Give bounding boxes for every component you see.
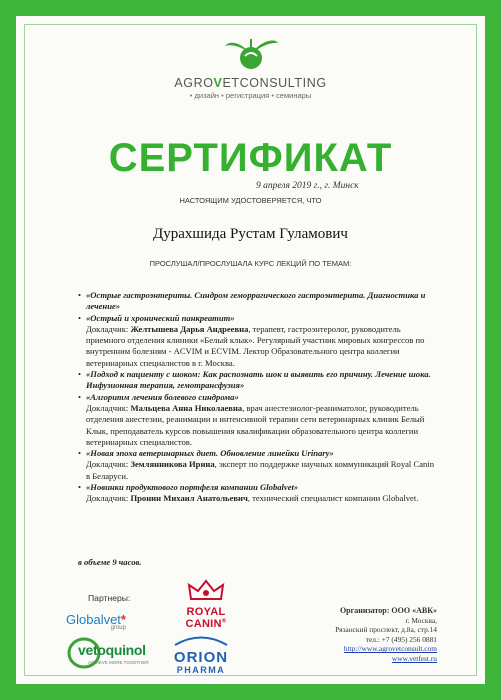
- speaker-prefix: Докладчик:: [86, 493, 131, 504]
- topic-item: • «Алгоритм лечения болевого синдрома» Докладчик: Мальцева Анна Николаевна, врач анестезиолог-реаниматолог, руководитель отделения анестезии, реанимации и интенсивной терапии сети ветеринарных клиник Белый Клык, преподаватель курсов повышения квалификации образовательного центра коллегии ветеринарных специалистов.: [78, 391, 425, 447]
- topic-item: • «Острые гастроэнтериты. Синдром геморрагического гастроэнтерита. Диагностика и лечение»: [78, 290, 426, 312]
- brand-tagline: • дизайн • регистрация • семинары: [189, 91, 312, 100]
- brand-name: [16, 76, 485, 90]
- orion-text: ORION: [173, 649, 229, 666]
- speaker-prefix: Докладчик:: [86, 323, 131, 334]
- pharma-text: PHARMA: [176, 665, 226, 675]
- vetoquinol-subtitle: ACHIEVE MORE TOGETHER: [88, 660, 149, 665]
- orion-arc-icon: [171, 634, 231, 646]
- speaker-details: , технический специалист компании Globalvet.: [247, 493, 419, 504]
- topic-title: «Подход к пациенту с шоком: Как распознать шок и выявить его причину. Лечение шока. Инфузионная терапия, гемотрансфузия»: [86, 369, 431, 391]
- royal-canin-logo: [166, 579, 246, 630]
- topic-item: • «Подход к пациенту с шоком: Как распознать шок и выявить его причину. Лечение шока. Инфузионная терапия, гемотрансфузия»: [78, 369, 431, 391]
- brand-prefix: AGRO: [174, 76, 214, 90]
- tagline-design: дизайн: [194, 91, 220, 100]
- orion-pharma-logo: [166, 633, 236, 673]
- topic-title: «Острые гастроэнтериты. Синдром геморрагического гастроэнтерита. Диагностика и лечение»: [86, 290, 426, 312]
- organizer-block: [335, 606, 437, 664]
- vetoquinol-text: vetoquinol: [78, 642, 146, 658]
- speaker-name: Землянникова Ирина: [130, 459, 215, 470]
- topic-title: «Острый и хронический панкреатит»: [86, 312, 235, 323]
- vetfest-site-link[interactable]: www.vetfest.ru: [391, 653, 437, 663]
- speaker-details: , врач анестезиолог-реаниматолог, руководитель отделения анестезии, реанимации и интенсивной терапии сети ветеринарных клиник Белый Клык, преподаватель курсов повышения квалификации образовательного центра коллегии ветеринарных специалистов.: [86, 402, 425, 447]
- organizer-phone: тел.: +7 (495) 256 0881: [365, 634, 437, 644]
- royal-canin-mark: ®: [221, 618, 227, 625]
- speaker-prefix: Докладчик:: [86, 459, 131, 470]
- brand-v: V: [213, 76, 223, 90]
- topic-item: • «Новая эпоха ветеринарных диет. Обновление линейки Urinary» Докладчик: Землянникова Ирина, эксперт по поддержке научных коммуникаций Royal Canin в Беларуси.: [78, 448, 434, 481]
- globalvet-star: *: [120, 612, 126, 627]
- speaker-name: Пронин Михаил Анатольевич: [130, 493, 248, 504]
- certificate-title: СЕРТИФИКАТ: [108, 136, 393, 180]
- attended-line: ПРОСЛУШАЛ/ПРОСЛУШАЛА КУРС ЛЕКЦИЙ ПО ТЕМАМ:: [149, 259, 352, 268]
- speaker-details: , эксперт по поддержке научных коммуникаций Royal Canin в Беларуси.: [86, 459, 434, 481]
- certificate-sheet: [16, 16, 485, 684]
- organizer-address: Рязанский проспект, д.8а, стр.14: [335, 625, 437, 635]
- partners-label: Партнеры:: [88, 593, 131, 603]
- speaker-name: Желтышева Дарья Андреевна: [130, 323, 249, 334]
- topic-title: «Алгоритм лечения болевого синдрома»: [86, 391, 239, 402]
- brand-rest: ETCONSULTING: [222, 76, 327, 90]
- vetoquinol-logo: [66, 636, 166, 670]
- event-date: 9 апреля 2019 г., г. Минск: [256, 181, 359, 191]
- topic-title: «Новая эпоха ветеринарных диет. Обновление линейки Urinary»: [86, 448, 334, 459]
- globalvet-group: group: [110, 625, 126, 631]
- topic-item: • «Острый и хронический панкреатит» Докладчик: Желтышева Дарья Андреевна, терапевт, гастроэнтеролог, руководитель приемного отделения клиники «Белый клык». Регулярный участник мировых конгрессов по внутренним болезням - ACVIM и ECVIM. Лектор Образовательного центра коллегии ветеринарных специалистов в г. Москва.: [78, 312, 425, 368]
- speaker-name: Мальцева Анна Николаевна: [130, 402, 243, 413]
- topics-list: [78, 290, 438, 505]
- organizer-site-link[interactable]: http://www.agrovetconsult.com: [343, 644, 437, 654]
- course-volume: в объеме 9 часов.: [78, 557, 142, 567]
- crown-icon: [186, 579, 226, 601]
- tagline-registration: регистрация: [225, 91, 270, 100]
- organizer-city: г. Москва,: [405, 615, 437, 625]
- globalvet-text: Globalvet: [66, 612, 121, 627]
- topic-title: «Новинки продуктового портфеля компании Globalvet»: [86, 482, 299, 493]
- speaker-prefix: Докладчик:: [86, 402, 131, 413]
- topic-item: • «Новинки продуктового портфеля компании Globalvet» Докладчик: Пронин Михаил Анатольевич, технический специалист компании Globalvet.: [78, 482, 419, 504]
- speaker-details: , терапевт, гастроэнтеролог, руководитель приемного отделения клиники «Белый клык». Регулярный участник мировых конгрессов по внутренним болезням - ACVIM и ECVIM. Лектор Образовательного центра коллегии ветеринарных специалистов в г. Москва.: [86, 323, 425, 368]
- recipient-name: Дурахшида Рустам Гуламович: [153, 226, 348, 242]
- globalvet-logo: [66, 612, 126, 631]
- agrovetconsulting-logo: [16, 34, 485, 100]
- tagline-seminars: семинары: [276, 91, 312, 100]
- organizer-name: Организатор: ООО «АВК»: [339, 606, 437, 615]
- certify-line: НАСТОЯЩИМ УДОСТОВЕРЯЕТСЯ, ЧТО: [179, 196, 322, 205]
- sprout-apple-icon: [221, 34, 281, 74]
- royal-canin-text: ROYAL CANIN: [185, 606, 226, 630]
